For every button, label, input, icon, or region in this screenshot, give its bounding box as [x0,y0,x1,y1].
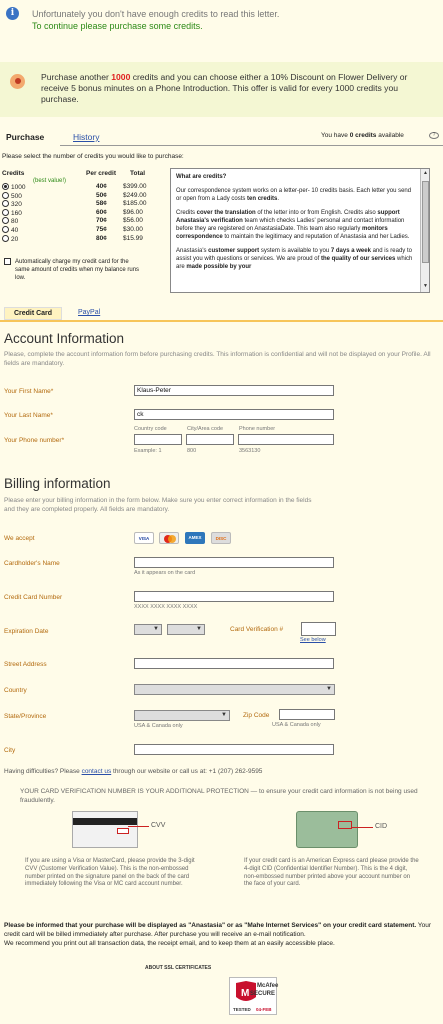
amex-front-image [296,811,358,848]
credit-option-per-credit: 80¢ [96,234,107,242]
credit-option[interactable] [2,209,152,217]
info-paragraph-2: Credits cover the translation of the letter into or from English. Credits also support Anastasia's verification team which checks Ladies' personal and contact information before they are registered on AnastasiaDate. This team also regularly monitors correspondence to maintain the legitimacy and reputation of Anastasia and her Ladies. [176,210,410,240]
info-icon: i [6,7,19,20]
credit-option-amount: 40 [11,227,19,234]
credit-option-per-credit: 60¢ [96,208,107,216]
credit-option[interactable] [2,200,152,208]
cardholder-hint: As it appears on the card [134,570,196,576]
credit-option-total: $96.00 [123,208,143,216]
cardholder-input[interactable] [134,557,334,568]
credit-option-total: $185.00 [123,200,147,208]
credit-option-radio[interactable] [2,183,9,190]
cid-highlight [338,821,352,829]
country-code-input[interactable] [134,434,182,445]
cvv-explanation: If you are using a Visa or MasterCard, please provide the 3-digit CVV (Customer Verification Value). This is the non-embossed number printed on the signature panel on the back of the card immediately following the Visa or MC card account number. [25,858,195,888]
auto-charge-label: Automatically charge my credit card for the same amount of credits when my balance runs low. [15,259,140,281]
credits-info-box [170,168,430,293]
credit-option-radio[interactable] [2,226,9,233]
mastercard-icon [159,532,179,544]
credit-option-per-credit: 50¢ [96,191,107,199]
tab-divider [0,320,443,322]
info-paragraph-3: Anastasia's customer support system is available to you 7 days a week and is ready to assist you with questions or services. We are proud of the quality of our services which are made possible by your [176,248,413,270]
cvv-highlight [117,828,129,834]
cardholder-label: Cardholder's Name [4,560,60,567]
credit-option-total: $15.99 [123,234,143,242]
scroll-down-icon[interactable]: ▼ [423,283,428,289]
col-per-credit: Per credit [86,170,116,177]
state-label: State/Province [4,713,47,720]
first-name-input[interactable]: Klaus-Peter [134,385,334,396]
city-input[interactable] [134,744,334,755]
tab-paypal[interactable]: PayPal [78,309,101,316]
credit-option-per-credit: 75¢ [96,226,107,233]
credit-option-total: $249.00 [123,191,147,199]
state-usa-only-hint: USA & Canada only [134,723,183,729]
account-description: Please, complete the account information form before purchasing credits. This information is confidential and will not be displayed on your Profile. All fields are mandatory. [4,351,431,367]
credit-option-per-credit: 70¢ [96,217,107,225]
svg-text:M: M [241,988,250,999]
first-name-label: Your First Name* [4,388,54,395]
credit-option-radio[interactable] [2,235,9,242]
best-value-label: (best value!) [33,178,67,184]
credit-option-total: $56.00 [123,217,143,225]
cvn-input[interactable] [301,622,336,636]
country-label: Country [4,687,27,694]
cvn-label: Card Verification # [230,626,284,633]
phone-number-label: Phone number [239,426,276,432]
credit-option-total: $30.00 [123,226,143,233]
mcafee-badge [229,977,277,1015]
zip-usa-only-hint: USA & Canada only [272,722,321,728]
credit-option-total: $399.00 [123,183,147,190]
credit-option[interactable] [2,226,152,234]
billing-heading: Billing information [4,476,111,491]
statement-note: Please be informed that your purchase will be displayed as "Anastasia" or as "Mahe Internet Services" on your credit card statement. Your credit card will be billed immediately after purchase. After purchase you will receive an e-mail notification. We recommend you print out all transaction data, the receipt email, and to keep them at an easily accessible place. [4,922,432,947]
credit-option-amount: 1000 [11,184,26,191]
info-paragraph-1: Our correspondence system works on a letter-per- 10 credits basis. Each letter you send or open from a Lady costs ten credits. [176,188,412,202]
cvv-label: CVV [151,822,166,829]
example-label: Example: 1 [134,448,162,454]
street-label: Street Address [4,661,47,668]
col-credits: Credits [2,170,25,177]
area-code-input[interactable] [186,434,234,445]
help-icon[interactable]: ? [429,132,439,139]
credit-option-amount: 160 [11,209,22,217]
credit-option-radio[interactable] [2,192,9,199]
notice-line-2: To continue please purchase some credits. [32,21,203,31]
info-scrollbar[interactable] [420,169,429,292]
ssl-link[interactable]: ABOUT SSL CERTIFICATES [145,965,212,971]
credit-option-per-credit: 58¢ [96,200,107,208]
notice-line-1: Unfortunately you don't have enough credits to read this letter. [32,9,280,19]
billing-description: Please enter your billing information in the form below. Make sure you enter correct information in the fields and they are completed properly. All fields are mandatory. [4,497,312,513]
amex-card-icon: AMEX [185,532,205,544]
zip-input[interactable] [279,709,335,720]
col-total: Total [130,170,146,177]
state-select[interactable] [134,710,230,721]
credit-option-amount: 20 [11,235,19,243]
phone-number-input[interactable] [238,434,334,445]
credit-option-amount: 500 [11,192,22,200]
expiration-label: Expiration Date [4,628,49,635]
expiration-year-select[interactable] [167,624,205,635]
area-code-label: City/Area code [187,426,224,432]
cid-explanation: If your credit card is an American Express card please provide the 4-digit CID (Confidential Identifier Number). This is the 4 digit, non-embossed number printed above your account number on the face of your card. [244,858,419,888]
contact-us-link[interactable]: contact us [81,768,112,775]
select-credits-label: Please select the number of credits you would like to purchase: [2,153,184,160]
visa-card-icon: VISA [134,532,154,544]
credit-option[interactable] [2,235,152,243]
cid-label: CID [375,823,388,830]
offer-text: Purchase another 1000 credits and you can choose either a 10% Discount on Flower Delivery or receive 5 bonus minutes on a Phone Introduction. This offer is valid for every 1000 credits you purchase. [41,72,408,104]
example-number: 3563130 [239,448,261,454]
scroll-up-icon[interactable]: ▲ [423,170,428,176]
credit-option[interactable] [2,217,152,225]
card-number-hint: XXXX XXXX XXXX XXXX [134,604,198,610]
info-title: What are credits? [176,174,227,180]
expiration-month-select[interactable] [134,624,162,635]
tab-history[interactable]: History [73,132,100,142]
account-heading: Account Information [4,331,125,346]
credit-option-amount: 320 [11,201,22,209]
credit-option[interactable] [2,192,152,200]
street-input[interactable] [134,658,334,669]
tab-credit-card[interactable]: Credit Card [4,307,62,320]
card-number-input[interactable] [134,591,334,602]
card-back-image [72,811,138,848]
zip-label: Zip Code [243,712,270,719]
credit-option-amount: 80 [11,218,19,226]
difficulties-text: Having difficulties? Please contact us through our website or call us at: +1 (207) 262-9595 [4,768,263,775]
we-accept-label: We accept [4,535,35,542]
auto-charge-checkbox[interactable] [4,258,11,265]
example-area: 800 [187,448,197,454]
see-below-link[interactable]: See below [300,637,326,643]
mcafee-tested: TESTED [233,1007,251,1012]
last-name-input[interactable]: ck [134,409,334,420]
phone-label: Your Phone number* [4,437,65,444]
card-number-label: Credit Card Number [4,594,63,601]
mcafee-secure: SECURE [250,991,276,997]
credit-option-radio[interactable] [2,217,9,224]
country-code-label: Country code [134,426,167,432]
credit-option-radio[interactable] [2,209,9,216]
flower-icon [10,74,25,89]
tab-purchase[interactable]: Purchase [6,132,45,142]
scroll-thumb[interactable] [422,181,429,263]
verification-heading: YOUR CARD VERIFICATION NUMBER IS YOUR ADDITIONAL PROTECTION — to ensure your credit card information is not being used fraudulently. [20,788,418,804]
country-select[interactable] [134,684,335,695]
mcafee-brand: McAfee [257,983,279,989]
discover-card-icon: DISC [211,532,231,544]
mcafee-date: 04-FEB [256,1007,272,1012]
credit-option-radio[interactable] [2,200,9,207]
credit-option-per-credit: 40¢ [96,183,107,190]
credit-option[interactable] [2,183,152,191]
last-name-label: Your Last Name* [4,412,53,419]
city-label: City [4,747,16,754]
credit-balance: You have 0 credits available [321,132,404,139]
